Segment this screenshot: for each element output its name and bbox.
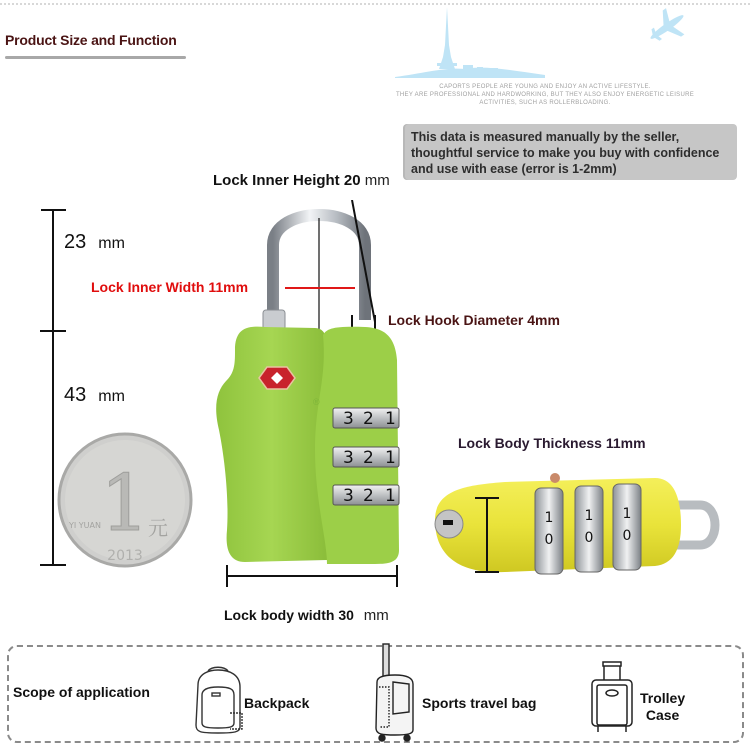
shackle-height-value: [64, 231, 125, 254]
coin-text: YI YUAN: [69, 521, 101, 530]
side-dials: [535, 484, 641, 574]
trolley-case-icon: [590, 660, 635, 735]
measurement-note-text: This data is measured manually by the seller, thoughtful service to make you buy with confidence and use with ease (error is 1-2mm): [411, 130, 720, 176]
tagline-line: CAPORTS PEOPLE ARE YOUNG AND ENJOY AN ACTIVE LIFESTYLE.: [439, 84, 651, 90]
side-dial-digit: 1: [622, 506, 632, 522]
side-dial-digit: 0: [544, 532, 554, 548]
dial-digit: 1: [385, 486, 396, 506]
dial-digit: 1: [385, 409, 396, 429]
unit: mm: [363, 607, 389, 624]
side-dial-digit: 1: [544, 510, 554, 526]
ruler-tick-top: [41, 209, 66, 211]
tagline-line: THEY ARE PROFESSIONAL AND HARDWORKING, BUT THEY ALSO ENJOY ENERGETIC LEISURE: [395, 92, 695, 98]
side-dial-digit: 0: [584, 530, 594, 546]
height-ruler: [52, 209, 54, 565]
ruler-tick-middle: [40, 330, 66, 332]
padlock-front-image: [205, 200, 415, 570]
scope-title: Scope of application: [13, 684, 150, 700]
body-height-number: 43: [64, 384, 87, 406]
scope-label-sports-travel-bag: Sports travel bag: [422, 695, 537, 711]
measure-cap: [226, 565, 228, 587]
section-title: Product Size and Function: [5, 32, 177, 48]
tagline-line: ACTIVITIES, SUCH AS ROLLERBLOADING.: [479, 100, 611, 106]
svg-text:®: ®: [313, 397, 320, 407]
unit: mm: [364, 172, 390, 189]
backpack-icon: [190, 665, 245, 735]
side-dial-digit: 0: [622, 528, 632, 544]
side-dial-digit: 1: [584, 508, 594, 524]
trolley-label-line2: Case: [645, 707, 680, 723]
measure-cap: [396, 565, 398, 587]
combination-dials: [333, 408, 399, 506]
eiffel-tower-icon: [395, 7, 545, 78]
dial-digit: 2: [363, 409, 374, 429]
body-width-text: Lock body width 30: [224, 607, 354, 623]
body-width-measure-line: [226, 575, 398, 577]
dial-digit: 2: [363, 486, 374, 506]
dial-digit: 1: [385, 448, 396, 468]
inner-width-label: Lock Inner Width 11mm: [91, 279, 249, 295]
dial-digit: 3: [343, 486, 354, 506]
body-height-value: [64, 384, 125, 407]
dial-digit: 3: [343, 448, 354, 468]
unit: mm: [98, 235, 125, 252]
unit: mm: [98, 388, 125, 405]
airplane-icon: [641, 5, 685, 52]
coin-value: 1: [100, 459, 150, 549]
brand-tagline: [385, 83, 705, 107]
scope-label-backpack: Backpack: [244, 695, 310, 711]
body-thickness-label: Lock Body Thickness 11mm: [458, 435, 646, 451]
body-width-label: [224, 607, 389, 624]
trolley-label-line1: Trolley: [640, 690, 686, 706]
coin-image: [55, 430, 195, 570]
dial-digit: 2: [363, 448, 374, 468]
padlock-side-image: [425, 460, 735, 585]
coin-year: 2013: [107, 548, 143, 564]
title-underline: [5, 56, 186, 59]
tsa-logo-icon: [259, 367, 295, 389]
shackle-height-number: 23: [64, 231, 87, 253]
suitcase-icon: [373, 642, 418, 742]
hook-diameter-label: Lock Hook Diameter 4mm: [388, 312, 560, 328]
banner-illustration: [385, 5, 685, 80]
dial-digit: 3: [343, 409, 354, 429]
inner-height-label: [213, 172, 390, 189]
inner-height-text: Lock Inner Height 20: [213, 172, 361, 189]
coin-char: 元: [148, 516, 168, 540]
scope-label-trolley-case: [640, 690, 685, 724]
